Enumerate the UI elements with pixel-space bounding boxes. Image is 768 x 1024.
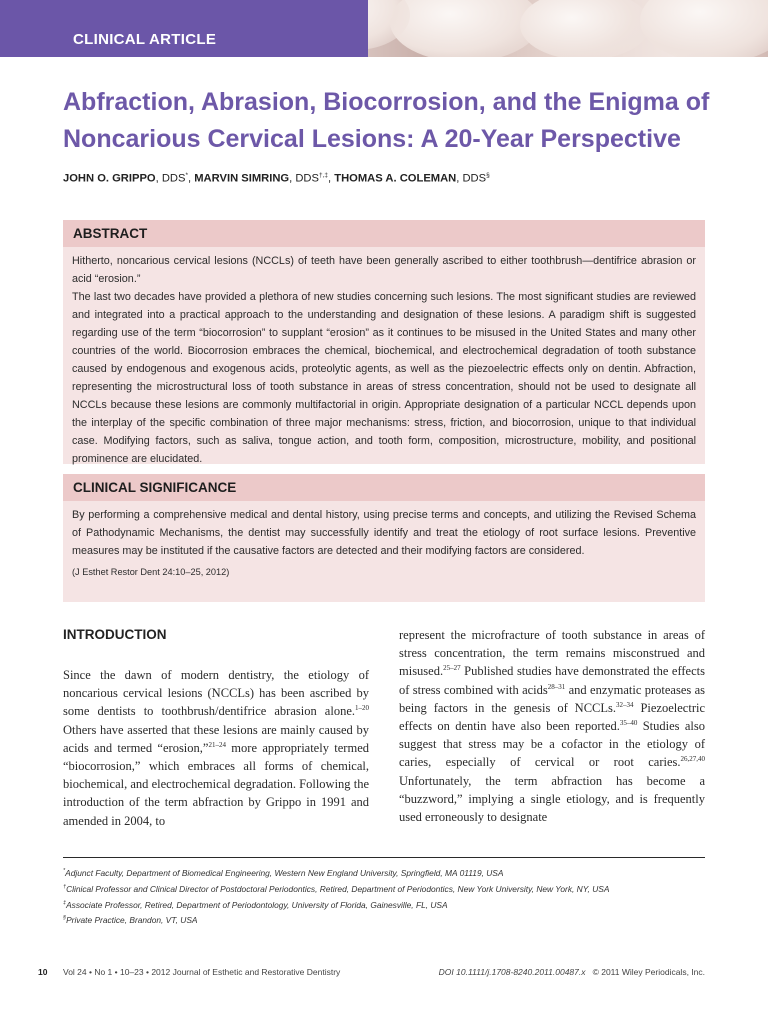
affiliation-mark: § [486,172,490,179]
body-column-right [399,626,705,826]
body-text: and enzymatic proteases as being factors in the genesis of NCCLs. [399,682,705,715]
page-footer [0,967,768,981]
article-title: Abfraction, Abrasion, Biocorrosion, and the Enigma of Noncarious Cervical Lesions: A 20-Year Perspective [63,88,710,153]
abstract-paragraph: Hitherto, noncarious cervical lesions (NCCLs) of teeth have been generally ascribed to either toothbrush—dentifrice abrasion or acid “erosion.” [72,255,696,285]
header-banner [0,0,768,57]
abstract-box [63,220,705,464]
abstract-body [63,247,705,468]
reference-marker[interactable]: 21–24 [208,740,226,749]
author-name: THOMAS A. COLEMAN [334,172,457,185]
body-text: Studies also suggest that stress may be a cofactor in the etiology of caries, especially of cervical or root caries. [399,719,705,770]
body-text: more appropriately termed “biocorrosion,” which embraces all forms of chemical, biochemical, and electrochemical degradation. Following the introduction of the term abfraction by Grippo in 1991 and amended in 2004, to [63,740,369,828]
body-text: Piezoelectric effects on dentin have also been reported. [399,700,706,734]
reference-marker[interactable]: 35–40 [619,718,638,727]
footnote: ‡Associate Professor, Retired, Department of Periodontology, University of Florida, Gainesville, FL, USA [63,899,448,910]
clinical-significance-text: By performing a comprehensive medical and dental history, using precise terms and concepts, and utilizing the Revised Schema of Pathodynamic Mechanisms, the dentist may successfully identify and treat the etiology of root surface lesions. Preventive measures may be instituted if the causative factors are detected and their modifying factors are considered. [72,509,696,557]
abstract-paragraph: The last two decades have provided a plethora of new studies concerning such lesions. The most significant studies are reviewed and integrated into a practical approach to the understanding and designation of these lesions. A paradigm shift is suggested regarding use of the term “biocorrosion” to supplant “erosion” as it continues to be misused in the United States and many other countries of the world. Biocorrosion embraces the chemical, biochemical, and electrochemical degradation of tooth substance caused by endogenous and exogenous acids, proteolytic agents, as well as the piezoelectric effects only on dentin. Abfraction, representing the microstructural loss of tooth substance in areas of stress concentration, should not be used to designate all NCCLs because these lesions are commonly multifactorial in origin. Appropriate designation of a particular NCCL depends upon the interplay of the specific combination of three major mechanisms: stress, friction, and biocorrosion, unique to that individual case. Modifying factors, such as saliva, tongue action, and tooth form, composition, microstructure, mobility, and positional prominence are elucidated. [72,291,696,465]
abstract-heading: ABSTRACT [63,220,705,247]
journal-info: Vol 24 • No 1 • 10–23 • 2012 Journal of Esthetic and Restorative Dentistry [63,967,341,977]
reference-marker[interactable]: 32–34 [616,700,634,709]
author-name: MARVIN SIMRING [194,172,290,185]
body-text: Published studies have demonstrated the effects of stress combined with acids [399,664,705,697]
section-label: CLINICAL ARTICLE [73,31,217,48]
body-text: represent the microfracture of tooth substance in areas of stress concentration, the term remains misconstrued and misused. [399,628,705,679]
clinical-significance-body [63,501,705,581]
journal-citation: (J Esthet Restor Dent 24:10–25, 2012) [72,567,230,577]
author-line: JOHN O. GRIPPO, DDS*, MARVIN SIMRING, DDS†,‡, THOMAS A. COLEMAN, DDS§ [63,172,490,185]
reference-marker[interactable]: 28–31 [547,682,566,691]
body-text: Since the dawn of modern dentistry, the etiology of noncarious cervical lesions (NCCLs) has been ascribed by some dentists to toothbrush/dentifrice abrasion alone. [63,668,369,719]
footnote: *Adjunct Faculty, Department of Biomedical Engineering, Western New England University, Springfield, MA 01119, USA [63,868,504,878]
footnote-divider [63,857,705,858]
footnote: †Clinical Professor and Clinical Director of Postdoctoral Periodontics, Retired, Department of Periodontics, New York University, New York, NY, USA [63,883,610,894]
author-name: JOHN O. GRIPPO [63,172,156,185]
body-text: Others have asserted that these lesions are mainly caused by acids and termed “erosion,” [63,722,369,755]
reference-marker[interactable]: 1–20 [355,704,369,713]
clinical-significance-heading: CLINICAL SIGNIFICANCE [63,474,705,501]
section-band [0,0,368,57]
reference-marker[interactable]: 26,27,40 [680,755,705,764]
body-text: Unfortunately, the term abfraction has become a “buzzword,” implying a single etiology, and is frequently used erroneously to designate [399,773,705,825]
doi-link[interactable]: DOI 10.1111/j.1708-8240.2011.00487.x [438,967,586,977]
clinical-significance-box [63,474,705,602]
affiliation-mark: †,‡ [318,172,329,179]
introduction-heading: INTRODUCTION [63,627,167,642]
affiliation-mark: * [185,172,188,179]
body-column-left [63,666,369,830]
doi-copyright [439,967,705,977]
affiliation-footnotes [63,866,713,929]
page-number: 10 [38,967,48,977]
footnote: §Private Practice, Brandon, VT, USA [63,915,198,926]
copyright: © 2011 Wiley Periodicals, Inc. [592,967,705,977]
reference-marker[interactable]: 25–27 [443,664,461,673]
